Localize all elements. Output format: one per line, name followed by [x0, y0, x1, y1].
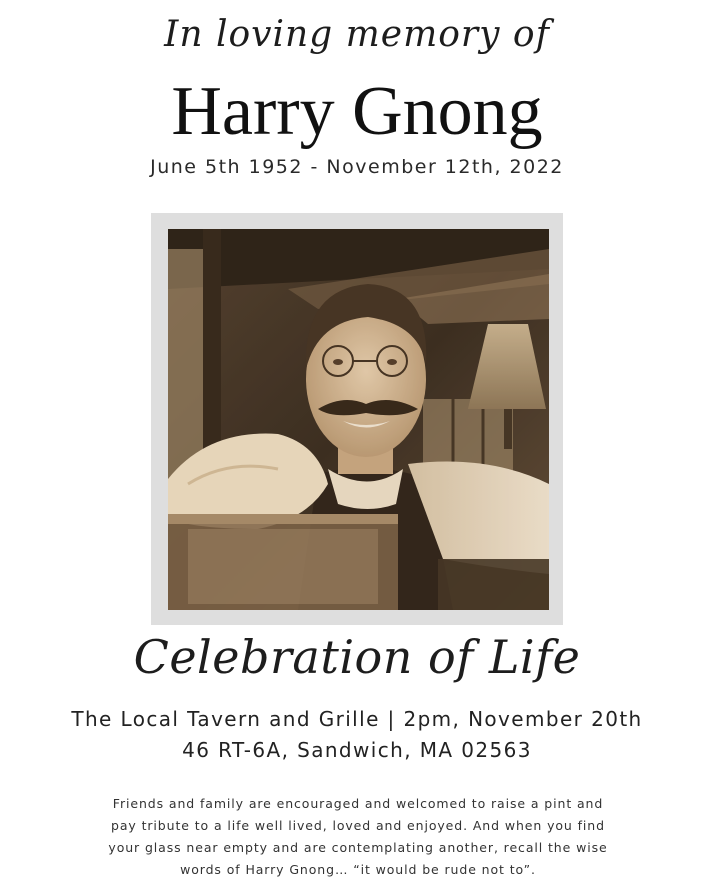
- portrait-photo: [168, 229, 549, 610]
- tribute-line: words of Harry Gnong… “it would be rude not to”.: [180, 862, 536, 877]
- celebration-heading: Celebration of Life: [133, 630, 581, 684]
- memory-heading: In loving memory of: [164, 14, 550, 55]
- venue-address: 46 RT-6A, Sandwich, MA 02563: [182, 738, 532, 762]
- tribute-line: pay tribute to a life well lived, loved and enjoyed. And when you find: [111, 818, 605, 833]
- life-dates: June 5th 1952 - November 12th, 2022: [150, 156, 564, 178]
- tribute-paragraph: [82, 793, 634, 881]
- photo-frame: [151, 213, 563, 625]
- tribute-line: your glass near empty and are contemplating another, recall the wise: [108, 840, 608, 855]
- tribute-line: Friends and family are encouraged and welcomed to raise a pint and: [112, 796, 604, 811]
- deceased-name: Harry Gnong: [171, 73, 543, 150]
- venue-time: The Local Tavern and Grille | 2pm, November 20th: [71, 707, 643, 731]
